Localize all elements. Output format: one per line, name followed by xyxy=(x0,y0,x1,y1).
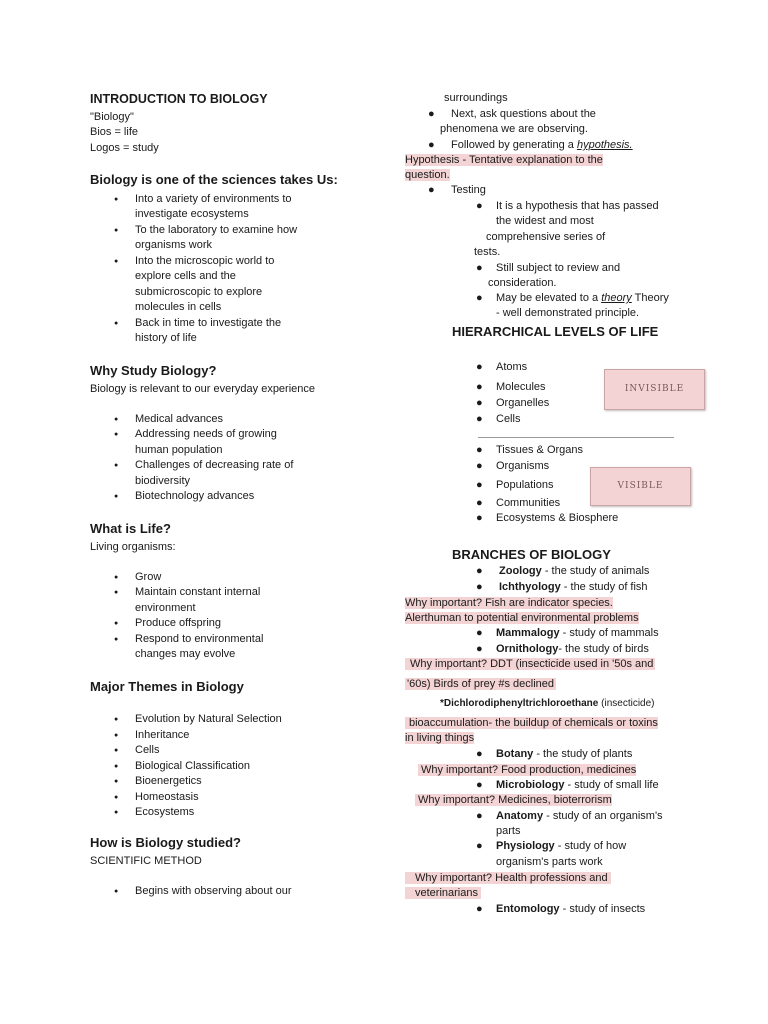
branch-item-microbiology: Microbiology - study of small life xyxy=(496,779,659,791)
bullet-dot: ● xyxy=(476,903,483,915)
studied-heading: How is Biology studied? xyxy=(90,834,241,850)
bullet-dot: ● xyxy=(476,840,483,852)
botany-note: Why important? Food production, medicines xyxy=(418,764,636,776)
list-item: ● Back in time to investigate the history of life xyxy=(90,316,390,347)
still-subject-line: Still subject to review and xyxy=(496,262,621,274)
level-item: Organisms xyxy=(496,460,550,472)
list-item: ● Produce offspring xyxy=(90,616,390,632)
page-title: INTRODUCTION TO BIOLOGY xyxy=(90,92,268,106)
bullet-dot: ● xyxy=(476,262,483,274)
studied-text: SCIENTIFIC METHOD xyxy=(90,855,202,867)
branch-item-zoology: Zoology - the study of animals xyxy=(499,565,650,577)
branch-item-entomology: Entomology - study of insects xyxy=(496,903,646,915)
bullet-dot: ● xyxy=(476,200,483,212)
branch-item-ichthyology: Ichthyology - the study of fish xyxy=(499,581,648,593)
visible-tag: VISIBLE xyxy=(590,467,691,506)
theory-line: tests. xyxy=(474,246,501,258)
elevated-line: - well demonstrated principle. xyxy=(496,307,640,319)
list-item: ● Begins with observing about our xyxy=(90,884,390,900)
list-item: ● Maintain constant internal environment xyxy=(90,585,390,616)
list-item: ● To the laboratory to examine how organisms work xyxy=(90,223,390,254)
birds-note: '60s) Birds of prey #s declined xyxy=(407,678,555,690)
bullet-dot: ● xyxy=(428,184,435,196)
elevated-line: May be elevated to a theory Theory xyxy=(496,292,669,304)
hypothesis-definition: question. xyxy=(405,169,450,181)
list-item: ● Evolution by Natural Selection xyxy=(90,712,390,728)
followed-line: Followed by generating a hypothesis. xyxy=(451,139,633,151)
bullet-dot: ● xyxy=(476,381,483,393)
bioaccumulation-note: in living things xyxy=(405,732,475,744)
hypothesis-word: hypothesis. xyxy=(576,139,633,151)
bullet-dot: ● xyxy=(476,565,483,577)
branches-heading: BRANCHES OF BIOLOGY xyxy=(452,547,611,562)
level-item: Organelles xyxy=(496,397,550,409)
list-item: ● Into a variety of environments to investigate ecosystems xyxy=(90,192,390,223)
bullet-dot: ● xyxy=(476,810,483,822)
bullet-dot: ● xyxy=(476,479,483,491)
bullet-dot: ● xyxy=(476,292,483,304)
branch-item-botany: Botany - the study of plants xyxy=(496,748,633,760)
themes-heading: Major Themes in Biology xyxy=(90,678,244,694)
level-item: Populations xyxy=(496,479,554,491)
bullet-dot: ● xyxy=(476,779,483,791)
branch-item-mammalogy: Mammalogy - study of mammals xyxy=(496,627,659,639)
list-item: ● Addressing needs of growing human population xyxy=(90,427,390,458)
list-item: ● Medical advances xyxy=(90,412,390,428)
level-item: Tissues & Organs xyxy=(496,444,584,456)
bullet-dot: ● xyxy=(476,413,483,425)
next-question-line: Next, ask questions about the xyxy=(451,108,596,120)
list-item: ● Bioenergetics xyxy=(90,774,390,790)
bullet-dot: ● xyxy=(476,444,483,456)
bullet-dot: ● xyxy=(476,643,483,655)
theory-line: It is a hypothesis that has passed xyxy=(496,200,659,212)
why-text: Biology is relevant to our everyday experience xyxy=(90,383,316,395)
level-item: Atoms xyxy=(496,361,528,373)
microbiology-note: Why important? Medicines, bioterrorism xyxy=(415,794,612,806)
list-item: ● Biological Classification xyxy=(90,759,390,775)
list-item: ● Biotechnology advances xyxy=(90,489,390,505)
bullet-dot: ● xyxy=(476,581,483,593)
still-subject-line: consideration. xyxy=(488,277,557,289)
bullet-dot: ● xyxy=(476,361,483,373)
health-note: veterinarians xyxy=(405,887,481,899)
life-text: Living organisms: xyxy=(90,541,176,553)
birds-note: Why important? DDT (insecticide used in '50s and xyxy=(405,658,655,670)
ddt-full-name: *Dichlorodiphenyltrichloroethane (insecticide) xyxy=(440,698,655,709)
fish-note: Why important? Fish are indicator species. xyxy=(405,597,613,609)
why-heading: Why Study Biology? xyxy=(90,362,217,378)
list-item: ● Respond to environmental changes may evolve xyxy=(90,632,390,663)
intro-line: "Biology" xyxy=(90,110,134,123)
surroundings-line: surroundings xyxy=(444,92,508,104)
invisible-tag: INVISIBLE xyxy=(604,369,705,410)
sciences-heading: Biology is one of the sciences takes Us: xyxy=(90,172,338,187)
why-list xyxy=(90,412,390,505)
intro-line: Bios = life xyxy=(90,126,138,138)
list-item: ● Inheritance xyxy=(90,728,390,744)
studied-list xyxy=(90,884,390,900)
branch-item-ornithology: Ornithology- the study of birds xyxy=(496,643,649,655)
theory-word: theory xyxy=(601,292,632,304)
bullet-dot: ● xyxy=(476,460,483,472)
next-question-line: phenomena we are observing. xyxy=(440,123,588,135)
bullet-dot: ● xyxy=(476,512,483,524)
theory-line: the widest and most xyxy=(496,215,594,227)
level-item: Ecosystems & Biosphere xyxy=(496,512,619,524)
left-column xyxy=(90,92,390,899)
divider xyxy=(478,437,674,438)
life-list xyxy=(90,570,390,663)
theory-line: comprehensive series of xyxy=(486,231,606,243)
hierarchical-heading: HIERARCHICAL LEVELS OF LIFE xyxy=(452,324,659,339)
life-heading: What is Life? xyxy=(90,520,171,536)
list-item: ● Challenges of decreasing rate of biodiversity xyxy=(90,458,390,489)
intro-line: Logos = study xyxy=(90,141,159,154)
fish-note: Alerthuman to potential environmental problems xyxy=(405,612,639,624)
health-note: Why important? Health professions and xyxy=(405,872,611,884)
level-item: Molecules xyxy=(496,381,546,393)
sciences-list xyxy=(90,192,390,347)
hypothesis-definition: Hypothesis - Tentative explanation to the xyxy=(405,154,603,166)
physiology-line: organism's parts work xyxy=(496,856,603,868)
list-item: ● Homeostasis xyxy=(90,790,390,806)
bullet-dot: ● xyxy=(476,397,483,409)
branch-item-physiology: Physiology - study of how xyxy=(496,840,627,852)
list-item: ● Into the microscopic world to explore cells and the submicroscopic to explore molecules in cells xyxy=(90,254,390,316)
anatomy-line: parts xyxy=(496,825,521,837)
bullet-dot: ● xyxy=(476,497,483,509)
bullet-dot: ● xyxy=(428,139,435,151)
bullet-dot: ● xyxy=(476,748,483,760)
list-item: ● Ecosystems xyxy=(90,805,390,821)
list-item: ● Cells xyxy=(90,743,390,759)
bullet-dot: ● xyxy=(428,108,435,120)
bioaccumulation-note: bioaccumulation- the buildup of chemicals or toxins xyxy=(405,717,658,729)
themes-list xyxy=(90,712,390,821)
bullet-dot: ● xyxy=(476,627,483,639)
level-item: Cells xyxy=(496,413,521,425)
list-item: ● Grow xyxy=(90,570,390,586)
level-item: Communities xyxy=(496,497,561,509)
testing-item: Testing xyxy=(451,184,486,196)
branch-item-anatomy: Anatomy - study of an organism's xyxy=(496,810,663,822)
